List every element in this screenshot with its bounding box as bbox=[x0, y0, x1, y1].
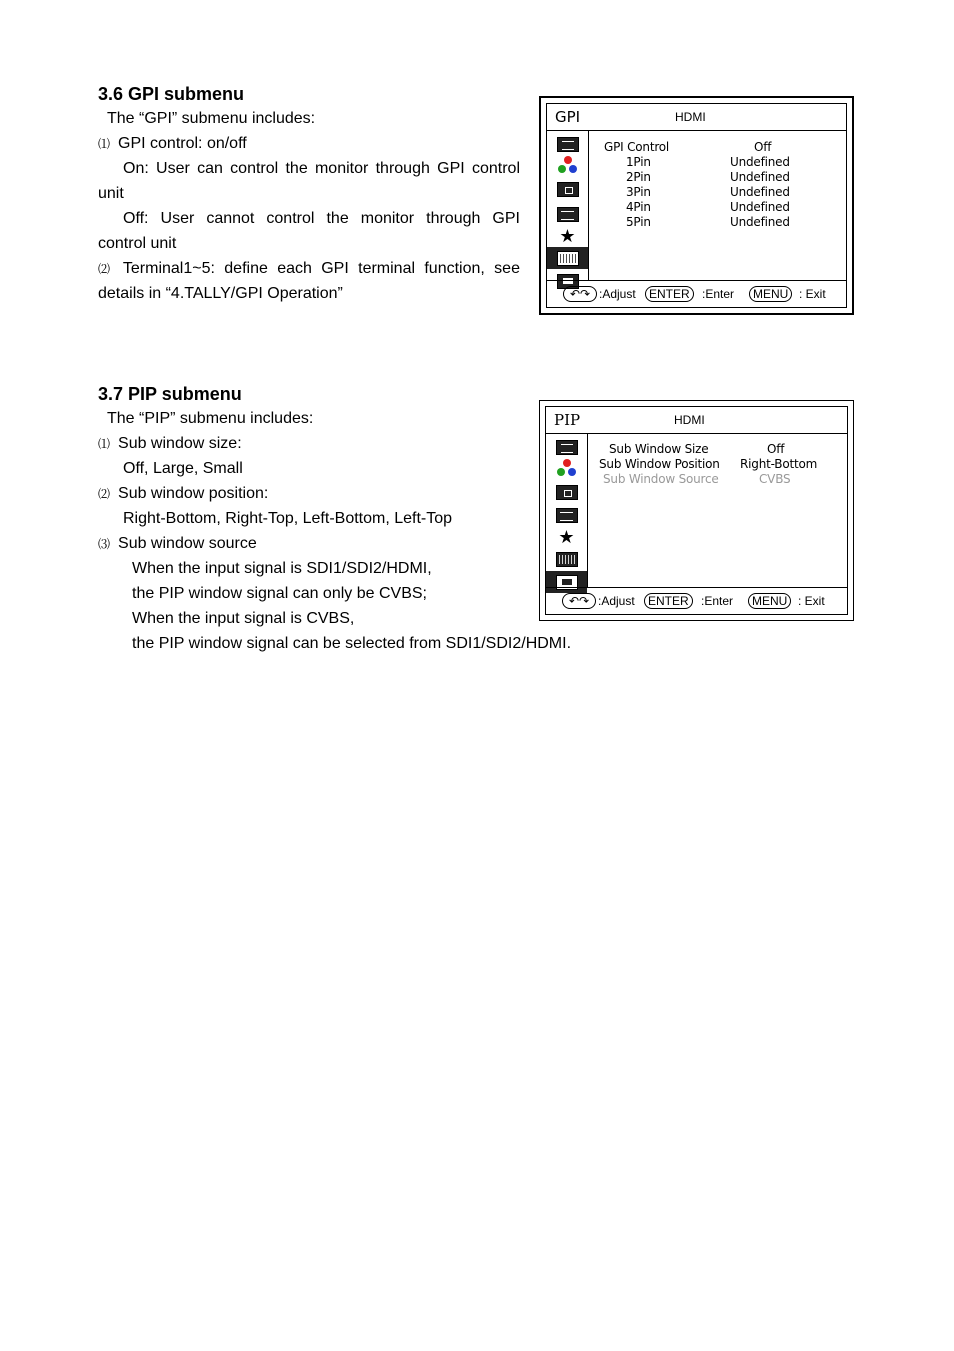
pip-item3-line1: When the input signal is SDI1/SDI2/HDMI, bbox=[132, 560, 432, 577]
menu-footer bbox=[547, 280, 846, 307]
menu-icon-column bbox=[547, 131, 589, 280]
favorite-star-icon: ★ bbox=[559, 226, 576, 246]
gpi-row-label: GPI Control bbox=[604, 140, 670, 154]
pip-row-value: Right-Bottom bbox=[740, 457, 818, 471]
item-text: Terminal1~5: define each GPI terminal function, see bbox=[122, 260, 520, 277]
pip-item3-line4: the PIP window signal can be selected from SDI1/SDI2/HDMI. bbox=[132, 635, 572, 652]
color-menu-icon bbox=[546, 458, 587, 480]
gpi-heading: 3.6 GPI submenu bbox=[98, 84, 245, 104]
item-text: Sub window size: bbox=[118, 435, 242, 452]
pip-item1 bbox=[98, 435, 242, 453]
pip-row-label: Sub Window Position bbox=[599, 457, 720, 471]
pip-item3-line3: When the input signal is CVBS, bbox=[132, 610, 355, 627]
menu-key: MENU bbox=[749, 286, 792, 302]
menu-titlebar bbox=[547, 104, 846, 131]
picture-menu-icon bbox=[546, 436, 587, 458]
gpi-off-line2: control unit bbox=[98, 235, 177, 252]
menu-frame bbox=[546, 103, 847, 308]
pip-heading: 3.7 PIP submenu bbox=[98, 384, 242, 404]
pip-row-value: CVBS bbox=[759, 472, 791, 486]
menu-footer bbox=[546, 587, 847, 614]
color-menu-icon bbox=[547, 155, 588, 177]
enter-key: ENTER bbox=[645, 286, 694, 302]
item-number: ⑶ bbox=[98, 537, 111, 551]
pip-item2-options: Right-Bottom, Right-Top, Left-Bottom, Left-Top bbox=[123, 510, 453, 527]
exit-hint: : Exit bbox=[799, 287, 826, 301]
pip-row-value: Off bbox=[767, 442, 785, 456]
gpi-on-line2: unit bbox=[98, 185, 124, 202]
menu-icon-column bbox=[546, 434, 588, 587]
exit-hint: : Exit bbox=[798, 594, 825, 608]
gpi-menu-screenshot bbox=[539, 96, 854, 315]
favorite-star-icon: ★ bbox=[558, 527, 575, 547]
pip-intro: The “PIP” submenu includes: bbox=[107, 410, 314, 427]
menu-frame bbox=[545, 406, 848, 615]
gpi-item2-line2: details in “4.TALLY/GPI Operation” bbox=[98, 285, 343, 302]
gpi-row-label: 3Pin bbox=[626, 185, 651, 199]
menu-source: HDMI bbox=[675, 110, 706, 124]
gpi-row-value: Undefined bbox=[730, 215, 790, 229]
gpi-menu-icon bbox=[547, 247, 588, 269]
pip-menu-screenshot bbox=[539, 400, 854, 621]
item-number: ⑵ bbox=[98, 262, 115, 276]
gpi-row-label: 5Pin bbox=[626, 215, 651, 229]
menu-key: MENU bbox=[748, 593, 791, 609]
gpi-on-line1: On: User can control the monitor through GPI control bbox=[123, 160, 520, 177]
gpi-row-value: Undefined bbox=[730, 185, 790, 199]
gpi-item2-line1 bbox=[98, 260, 520, 278]
adjust-hint: :Adjust bbox=[598, 594, 635, 608]
item-number: ⑵ bbox=[98, 487, 111, 501]
system-menu-icon bbox=[546, 504, 587, 526]
display-menu-icon bbox=[547, 178, 588, 200]
gpi-row-value: Off bbox=[754, 140, 772, 154]
gpi-row-value: Undefined bbox=[730, 200, 790, 214]
adjust-hint: :Adjust bbox=[599, 287, 636, 301]
item-number: ⑴ bbox=[98, 437, 111, 451]
enter-key: ENTER bbox=[644, 593, 693, 609]
pip-item1-options: Off, Large, Small bbox=[123, 460, 243, 477]
gpi-intro: The “GPI” submenu includes: bbox=[107, 110, 316, 127]
gpi-item1 bbox=[98, 135, 247, 153]
enter-hint: :Enter bbox=[702, 287, 735, 301]
pip-row-label: Sub Window Size bbox=[609, 442, 709, 456]
pip-item3 bbox=[98, 535, 257, 553]
menu-titlebar bbox=[546, 407, 847, 434]
rotate-knob-icon: ↶↷ bbox=[563, 286, 597, 302]
pip-item2 bbox=[98, 485, 268, 503]
gpi-row-label: 4Pin bbox=[626, 200, 651, 214]
gpi-row-label: 2Pin bbox=[626, 170, 651, 184]
menu-title: GPI bbox=[555, 108, 581, 126]
menu-source: HDMI bbox=[674, 413, 705, 427]
rotate-knob-icon: ↶↷ bbox=[562, 593, 596, 609]
gpi-row-value: Undefined bbox=[730, 155, 790, 169]
item-text: GPI control: on/off bbox=[118, 135, 247, 152]
gpi-row-value: Undefined bbox=[730, 170, 790, 184]
display-menu-icon bbox=[546, 481, 587, 503]
system-menu-icon bbox=[547, 203, 588, 225]
enter-hint: :Enter bbox=[701, 594, 734, 608]
pip-item3-line2: the PIP window signal can only be CVBS; bbox=[132, 585, 427, 602]
item-number: ⑴ bbox=[98, 137, 111, 151]
pip-row-label: Sub Window Source bbox=[603, 472, 719, 486]
gpi-row-label: 1Pin bbox=[626, 155, 651, 169]
item-text: Sub window source bbox=[118, 535, 257, 552]
gpi-menu-icon bbox=[546, 548, 587, 570]
gpi-off-line1: Off: User cannot control the monitor through GPI bbox=[123, 210, 520, 227]
item-text: Sub window position: bbox=[118, 485, 269, 502]
picture-menu-icon bbox=[547, 133, 588, 155]
menu-title: PIP bbox=[554, 411, 581, 429]
